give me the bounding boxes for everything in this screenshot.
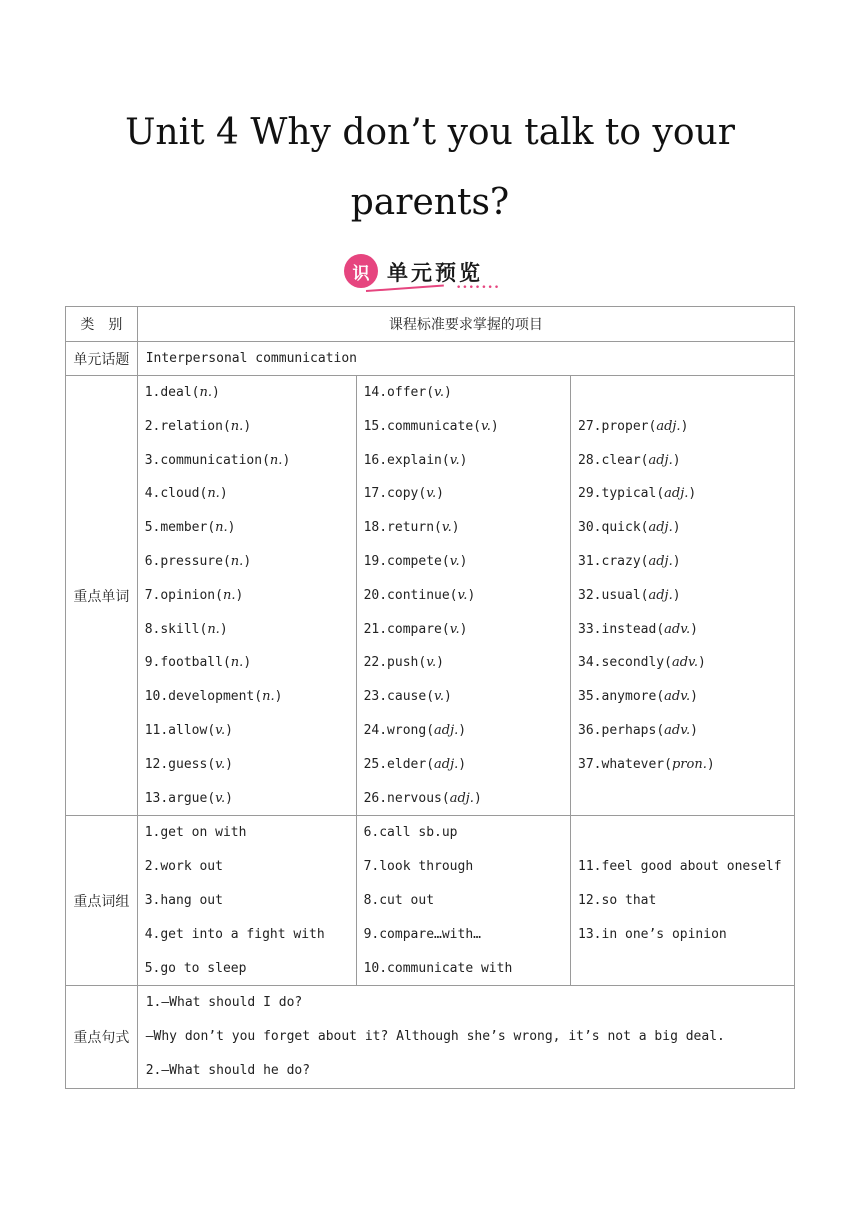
list-item: 12.so that [578,892,657,908]
vocab-word: 34.secondly [578,655,665,671]
vocab-item [145,545,356,579]
phrases-category: 重点词组 [66,816,138,986]
unit-title-line-2: parents? [350,182,510,223]
list-item: 2.work out [144,859,223,875]
vocab-item [145,410,356,444]
vocab-item [578,748,794,782]
vocab-item [364,680,570,714]
words-row [66,376,795,816]
part-of-speech: (n.) [207,520,236,536]
part-of-speech: (v.) [418,486,444,502]
topic-row [66,342,795,376]
part-of-speech: (adj.) [426,756,467,772]
list-item: 8.cut out [363,892,435,908]
vocab-item [145,646,356,680]
part-of-speech: (pron.) [664,756,715,772]
vocab-item [145,613,356,647]
vocab-word: 3.communication [144,452,263,468]
vocab-item [145,680,356,714]
part-of-speech: (v.) [449,587,476,603]
vocab-word: 4.cloud [144,486,200,502]
list-item: —Why don’t you forget about it? Although she’s wrong, it’s not a big deal. [145,1029,725,1045]
list-item: 6.call sb.up [363,825,458,841]
part-of-speech: (n.) [254,689,283,705]
part-of-speech: (adj.) [648,418,689,434]
list-item [578,816,794,850]
list-item: 2.—What should he do? [145,1062,311,1078]
vocab-item [145,579,356,613]
badge-dots: ••••••• [456,283,501,293]
vocab-item [364,376,570,410]
part-of-speech: (v.) [441,553,468,569]
words-category: 重点单词 [66,376,138,816]
sentences-content [137,986,794,1088]
list-item: 4.get into a fight with [144,926,325,942]
list-item [578,952,794,986]
vocab-word: 2.relation [144,418,223,434]
words-column-2 [356,376,570,816]
part-of-speech: (n.) [222,553,252,569]
part-of-speech: (n.) [215,587,244,603]
unit-preview-table [65,306,795,1089]
sentences-row [66,986,795,1088]
part-of-speech: (v.) [441,621,468,637]
vocab-word: 11.allow [144,722,208,738]
vocab-item [364,579,570,613]
vocab-word: 33.instead [578,621,657,637]
vocab-item [364,444,570,478]
part-of-speech: (adj.) [640,452,681,468]
vocab-word: 29.typical [578,486,657,502]
part-of-speech: (v.) [473,418,499,434]
vocab-word: 14.offer [363,385,427,400]
vocab-item [578,410,794,444]
part-of-speech: (n.) [222,655,252,671]
vocab-item [578,646,794,680]
topic-category: 单元话题 [66,342,138,376]
part-of-speech: (v.) [434,520,460,536]
content-header: 课程标准要求掌握的项目 [137,307,794,342]
part-of-speech: (v.) [418,655,444,671]
vocab-word: 7.opinion [144,587,216,603]
part-of-speech: (adv.) [656,722,698,738]
vocab-item [578,444,794,478]
vocab-word: 30.quick [578,520,641,536]
vocab-item [578,579,794,613]
phrases-column-1 [137,816,356,986]
list-item: 1.—What should I do? [145,995,303,1011]
vocab-word: 27.proper [578,418,649,434]
vocab-word: 15.communicate [363,418,474,434]
vocab-word: 19.compete [363,553,442,569]
vocab-item [364,646,570,680]
vocab-word: 28.clear [578,452,641,468]
list-item: 9.compare…with… [363,926,481,942]
phrases-row [66,816,795,986]
vocab-word: 6.pressure [144,553,223,569]
vocab-item [578,511,794,545]
vocab-item [578,545,794,579]
vocab-item [364,714,570,748]
vocab-item [145,444,356,478]
part-of-speech: (v.) [426,385,452,400]
part-of-speech: (v.) [207,756,233,772]
vocab-word: 26.nervous [363,790,442,806]
vocab-item [145,376,356,410]
vocab-item [578,680,794,714]
table-header-row [66,307,795,342]
part-of-speech: (adj.) [640,520,681,536]
part-of-speech: (v.) [426,689,452,705]
part-of-speech: (n.) [222,418,252,434]
vocab-item [578,477,794,511]
vocab-word: 16.explain [363,452,442,468]
vocab-word: 22.push [363,655,419,671]
part-of-speech: (n.) [191,385,220,400]
topic-value: Interpersonal communication [137,342,794,376]
vocab-word: 13.argue [144,790,208,806]
part-of-speech: (n.) [199,621,228,637]
vocab-word: 36.perhaps [578,722,657,738]
part-of-speech: (n.) [199,486,228,502]
words-column-1 [137,376,356,816]
vocab-word: 32.usual [578,587,641,603]
list-item: 5.go to sleep [144,960,247,976]
part-of-speech: (v.) [207,790,233,806]
vocab-word: 18.return [363,520,435,536]
vocab-word: 37.whatever [578,756,665,772]
vocab-item [364,748,570,782]
vocab-item [364,511,570,545]
vocab-word: 9.football [144,655,223,671]
vocab-item [364,477,570,511]
category-header: 类 别 [66,307,138,342]
list-item: 3.hang out [144,892,223,908]
vocab-item [145,748,356,782]
part-of-speech: (n.) [262,452,291,468]
vocab-item [145,511,356,545]
vocab-item [578,714,794,748]
part-of-speech: (adj.) [640,553,681,569]
list-item: 10.communicate with [363,960,513,976]
vocab-item [145,714,356,748]
phrases-column-2 [356,816,570,986]
vocab-item [364,410,570,444]
vocab-item [364,782,570,816]
vocab-word: 1.deal [144,385,192,400]
vocab-word: 20.continue [363,587,450,603]
part-of-speech: (adv.) [664,655,706,671]
sentences-category: 重点句式 [66,986,138,1088]
vocab-word: 17.copy [363,486,419,502]
vocab-item [145,477,356,511]
vocab-word: 24.wrong [363,722,427,738]
unit-preview-badge [342,252,522,296]
vocab-item [145,782,356,816]
vocab-word: 21.compare [363,621,442,637]
words-column-3 [571,376,795,816]
part-of-speech: (adv.) [656,621,698,637]
unit-preview-label: 单元预览 [387,261,483,285]
vocab-word: 10.development [144,689,255,705]
phrases-column-3 [571,816,795,986]
list-item: 7.look through [363,859,474,875]
vocab-word: 5.member [144,520,208,536]
list-item: 1.get on with [144,825,247,841]
vocab-word: 23.cause [363,689,427,705]
list-item: 11.feel good about oneself [578,859,782,875]
vocab-item [364,613,570,647]
part-of-speech: (adj.) [656,486,697,502]
vocab-word: 31.crazy [578,553,641,569]
vocab-item [364,545,570,579]
part-of-speech: (v.) [441,452,468,468]
part-of-speech: (adv.) [656,689,698,705]
vocab-word: 12.guess [144,756,208,772]
vocab-item [578,782,794,816]
vocab-word: 8.skill [144,621,200,637]
vocab-item [578,613,794,647]
part-of-speech: (adj.) [426,722,467,738]
part-of-speech: (adj.) [640,587,681,603]
vocab-item [578,376,794,410]
part-of-speech: (v.) [207,722,233,738]
part-of-speech: (adj.) [441,790,482,806]
list-item: 13.in one’s opinion [578,926,727,942]
vocab-word: 35.anymore [578,689,657,705]
unit-title-line-1: Unit 4 Why don’t you talk to your [125,112,735,153]
vocab-word: 25.elder [363,756,427,772]
unit-preview-icon: 识 [344,254,378,288]
